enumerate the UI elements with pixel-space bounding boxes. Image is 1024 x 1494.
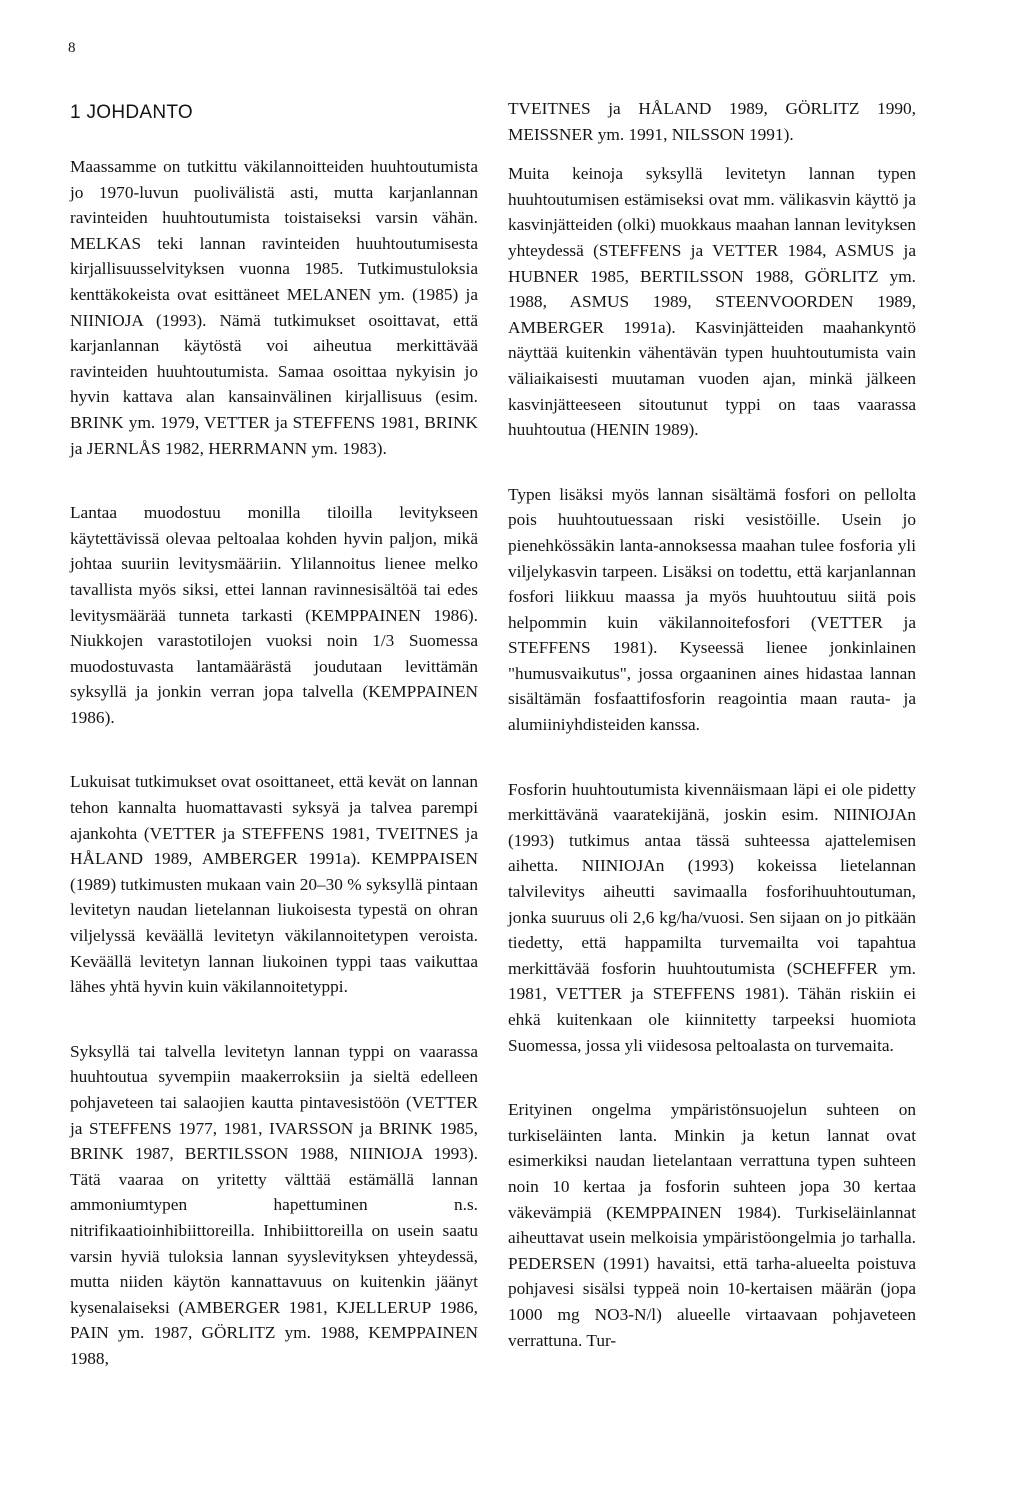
- paragraph: Maassamme on tutkittu väkilannoitteiden huuhtoutumista jo 1970-luvun puolivälistä asti, mutta karjanlannan ravinteiden huuhtoutumista toistaiseksi varsin vähän. MELKAS teki lannan ravinteiden huuhtoutumisesta kirjallisuusselvityksen vuonna 1985. Tutkimustuloksia kenttäkokeista ovat esittäneet MELANEN ym. (1985) ja NIINIOJA (1993). Nämä tutkimukset osoittavat, että karjanlannan käytöstä voi aiheutua merkittävää ravinteiden huuhtoutumista. Samaa osoittaa nykyisin jo hyvin kattava alan kansainvälinen kirjallisuus (esim. BRINK ym. 1979, VETTER ja STEFFENS 1981, BRINK ja JERNLÅS 1982, HERRMANN ym. 1983).: [70, 157, 478, 458]
- paragraph: Lukuisat tutkimukset ovat osoittaneet, että kevät on lannan tehon kannalta huomattavasti syksyä ja talvea parempi ajankohta (VETTER ja STEFFENS 1981, TVEITNES ja HÅLAND 1989, AMBERGER 1991a). KEMPPAISEN (1989) tutkimusten mukaan vain 20–30 % syksyllä pintaan levitetyn naudan lietelannan liukoisesta typestä on ohran viljelyssä keväällä levitetyn väkilannoitetypen veroista. Keväällä levitetyn lannan liukoinen typpi taas vaikuttaa lähes yhtä hyvin kuin väkilannoitetyppi.: [70, 772, 478, 997]
- paragraph: Syksyllä tai talvella levitetyn lannan typpi on vaarassa huuhtoutua syvempiin maakerroksiin ja sieltä edelleen pohjaveteen tai salaojien kautta pintavesistöön (VETTER ja STEFFENS 1977, 1981, IVARSSON ja BRINK 1985, BRINK 1987, BERTILSSON 1988, NIINIOJA 1993). Tätä vaaraa on yritetty välttää estämällä lannan ammoniumtypen hapettuminen n.s. nitrifikaatioinhibiittoreilla. Inhibiittoreilla on usein saatu varsin hyviä tuloksia lannan syyslevityksen yhteydessä, mutta niiden käytön kannattavuus on kuitenkin jäänyt kysenalaiseksi (AMBERGER 1981, KJELLERUP 1986, PAIN ym. 1987, GÖRLITZ ym. 1988, KEMPPAINEN 1988,: [70, 1041, 478, 1368]
- left-column: [70, 96, 478, 1372]
- right-column: [508, 96, 916, 1353]
- page-number: 8: [68, 40, 76, 56]
- paragraph: Lantaa muodostuu monilla tiloilla levitykseen käytettävissä olevaa peltoalaa kohden hyvin paljon, mikä johtaa suuriin levitysmääriin. Ylilannoitus lienee melko tavallista myös siksi, ettei lannan ravinnesisältöä tai edes levitysmäärää tunneta tarkasti (KEMPPAINEN 1986). Niukkojen varastotilojen vuoksi noin 1/3 Suomessa muodostuvasta lantamäärästä joudutaan levittämän syksyllä ja jonkin verran jopa talvella (KEMPPAINEN 1986).: [70, 503, 478, 727]
- section-heading: 1 JOHDANTO: [70, 102, 194, 123]
- paragraph: Fosforin huuhtoutumista kivennäismaan läpi ei ole pidetty merkittävänä vaaratekijänä, joskin esim. NIINIOJAn (1993) tutkimus antaa tässä suhteessa ajattelemisen aihetta. NIINIOJAn (1993) kokeissa lietelannan talvilevitys aiheutti savimaalla fosforihuuhtoutuman, jonka suuruus oli 2,6 kg/ha/vuosi. Sen sijaan on jo pitkään tiedetty, että happamilta turvemailta voi tapahtua merkittävää fosforin huuhtoutumista (SCHEFFER ym. 1981, VETTER ja STEFFENS 1981). Tähän riskiin ei ehkä kuitenkaan ole kiinnitetty tarpeeksi huomiota Suomessa, jossa yli viidesosa peltoalasta on turvemaita.: [508, 779, 916, 1055]
- paragraph: Muita keinoja syksyllä levitetyn lannan typen huuhtoutumisen estämiseksi ovat mm. välikasvin käyttö ja kasvinjätteiden (olki) muokkaus maahan lannan levityksen yhteydessä (STEFFENS ja VETTER 1984, ASMUS ja HUBNER 1985, BERTILSSON 1988, GÖRLITZ ym. 1988, ASMUS 1989, STEENVOORDEN 1989, AMBERGER 1991a). Kasvinjätteiden maahankyntö näyttää kuitenkin vähentävän typen huuhtoutumista vain väliaikaisesti muutaman vuoden ajan, minkä jälkeen kasvinjätteeseen sitoutunut typpi on taas vaarassa huuhtoutua (HENIN 1989).: [508, 164, 916, 440]
- paragraph: Typen lisäksi myös lannan sisältämä fosfori on pellolta pois huuhtoutuessaan riski vesistöille. Usein jo pienehkössäkin lanta-annoksessa maahan tulee fosforia yli viljelykasvin tarpeen. Lisäksi on todettu, että karjanlannan fosfori liikkuu maassa ja myös huuhtoutuu siitä pois helpommin kuin väkilannoitefosfori (VETTER ja STEFFENS 1981). Kyseessä lienee jonkinlainen "humusvaikutus", jossa orgaaninen aines hidastaa lannan sisältämän fosfaattifosforin reagointia maan rauta- ja alumiiniyhdisteiden kanssa.: [508, 484, 916, 735]
- paragraph: Erityinen ongelma ympäristönsuojelun suhteen on turkiseläinten lanta. Minkin ja ketun lannat ovat esimerkiksi naudan lietelantaan verrattuna typen suhteen noin 10 kertaa ja fosforin suhteen jopa 30 kertaa väkevämpiä (KEMPPAINEN 1984). Turkiseläinlannat aiheuttavat usein melkoisia ympäristöongelmia jo tarhalla. PEDERSEN (1991) havaitsi, että tarha-alueelta poistuva pohjavesi sisälsi typpeä noin 10-kertaisen määrän (jopa 1000 mg NO3-N/l) alueelle virtaavaan pohjaveteen verrattuna. Tur-: [508, 1100, 916, 1350]
- paragraph: TVEITNES ja HÅLAND 1989, GÖRLITZ 1990, MEISSNER ym. 1991, NILSSON 1991).: [508, 99, 916, 144]
